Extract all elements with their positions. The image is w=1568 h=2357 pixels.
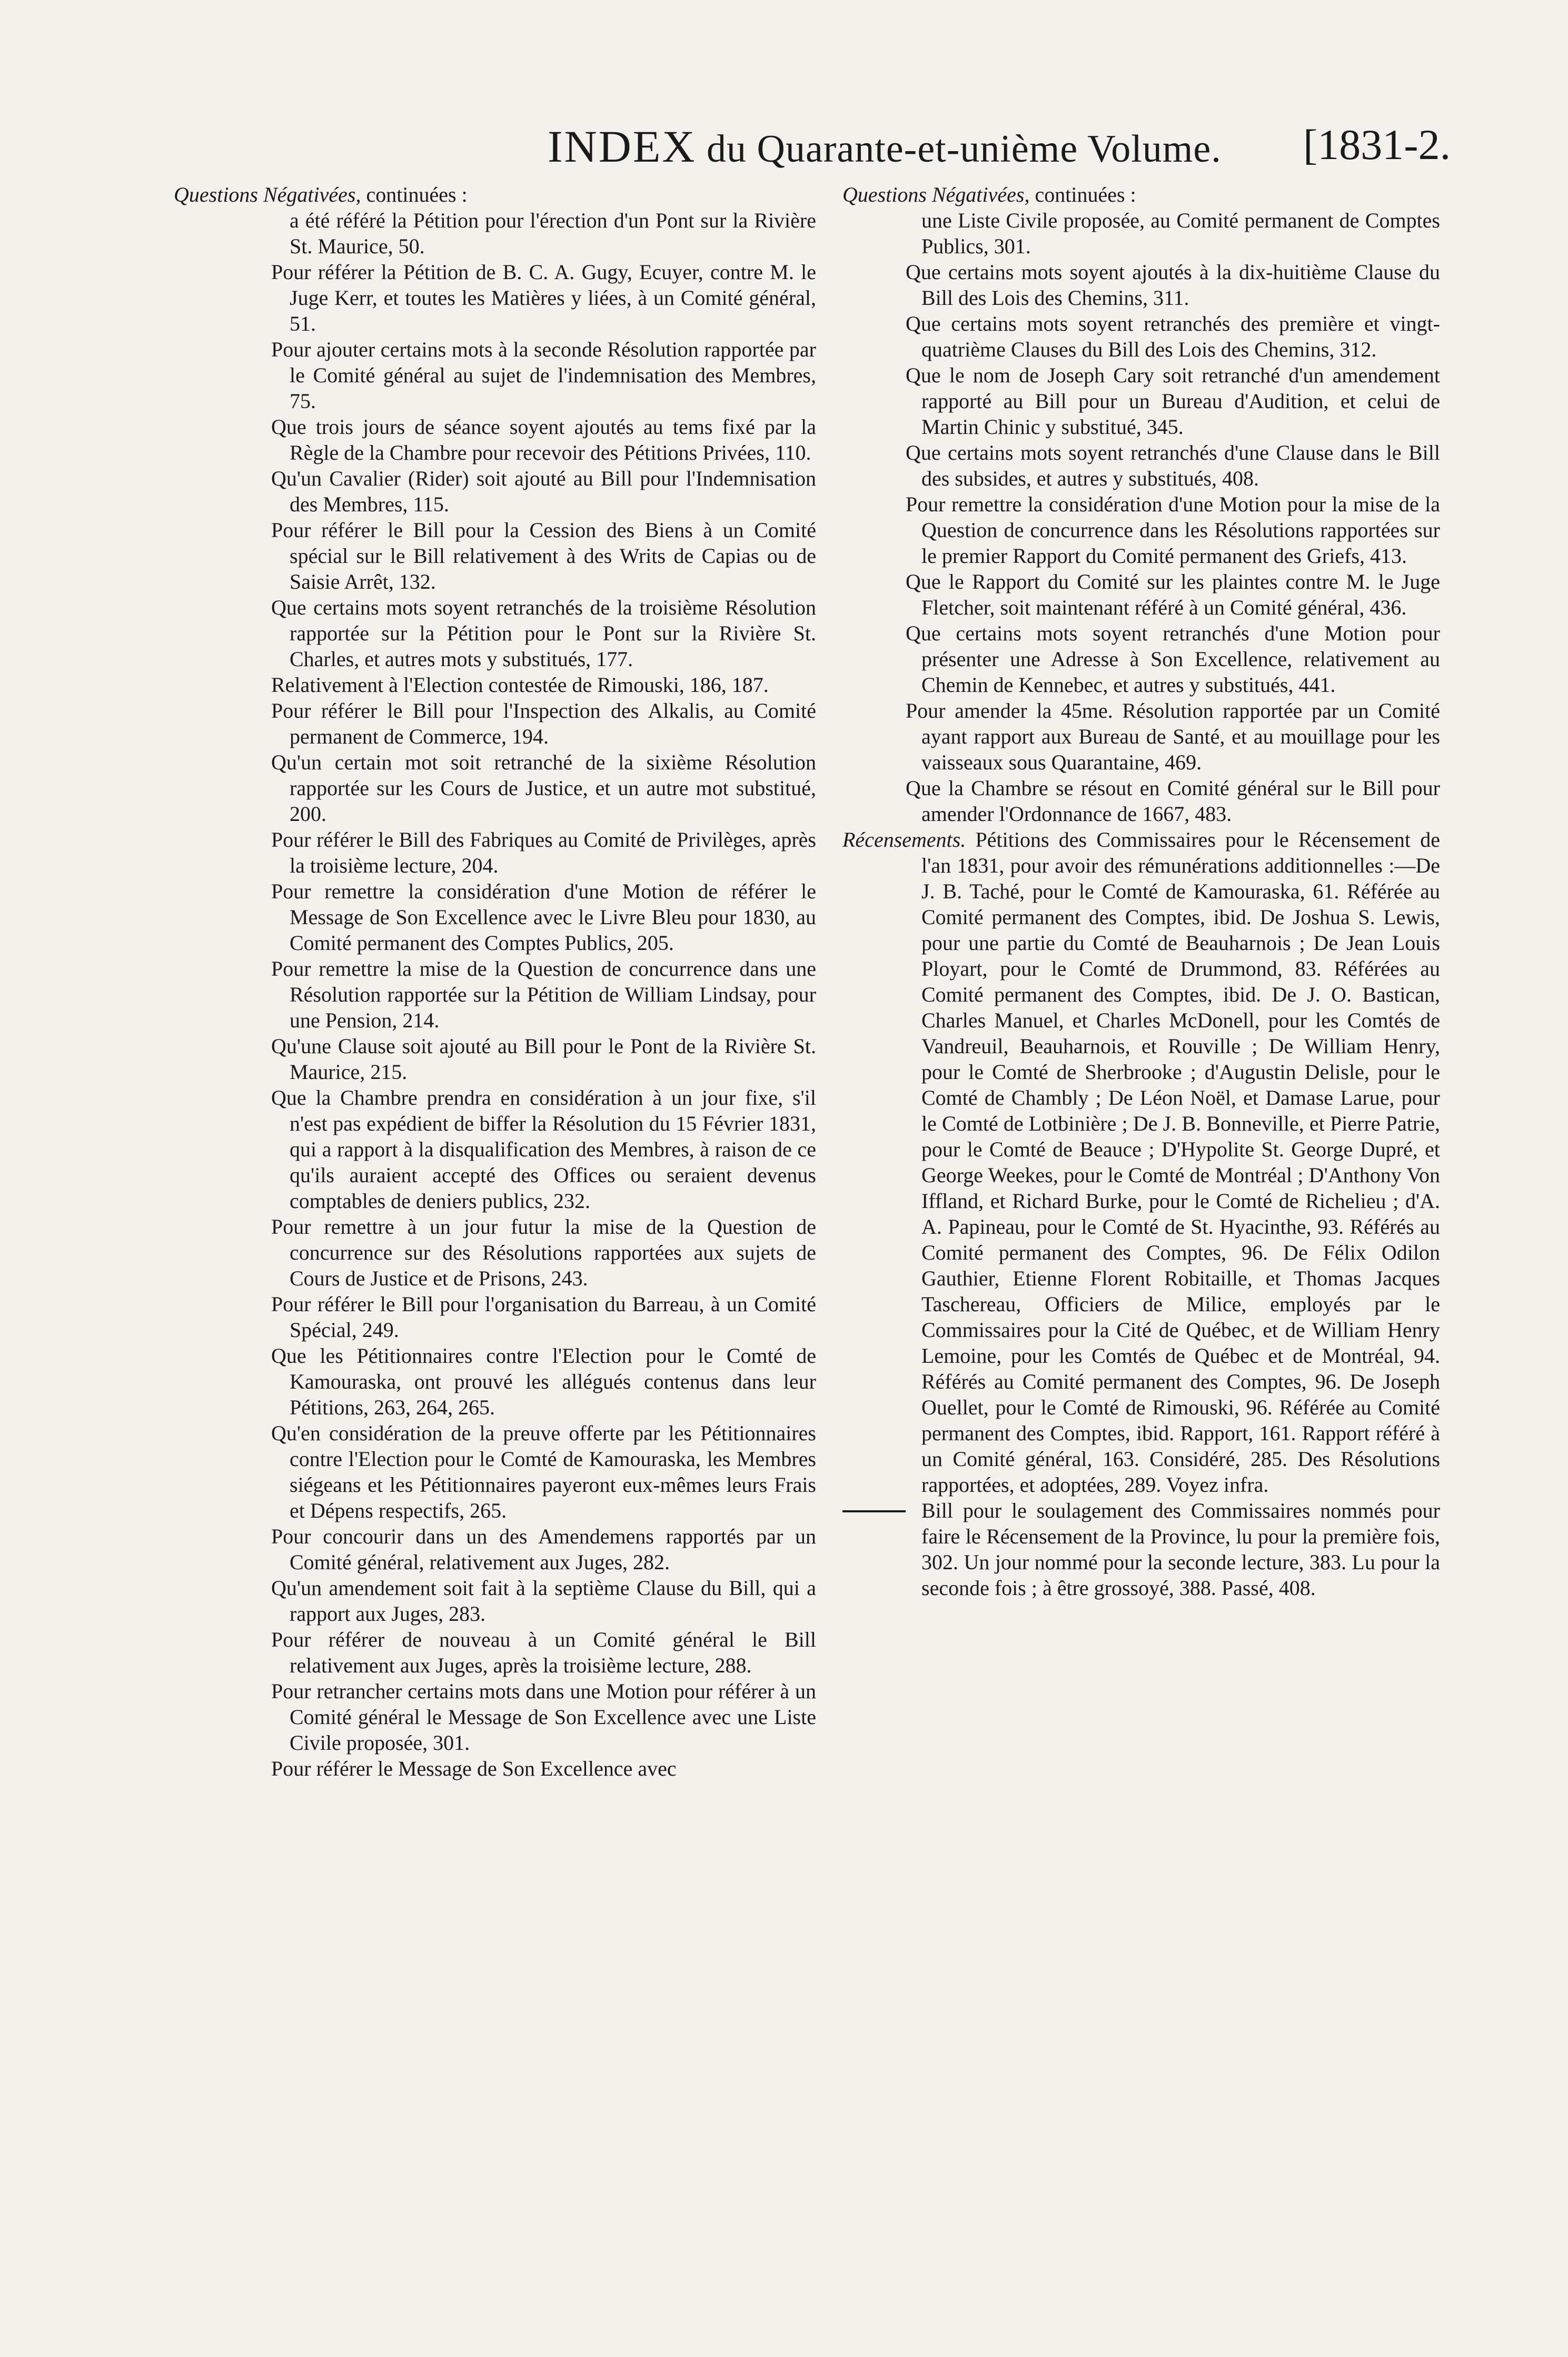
index-entry: Que certains mots soyent retranchés de la troisième Résolution rapportée sur la Pétition pour le Pont sur la Rivière St. Charles, et autres mots y substitués, 177. bbox=[271, 596, 816, 671]
index-entry: Que certains mots soyent retranchés d'une Clause dans le Bill des subsides, et autres y substitués, 408. bbox=[906, 441, 1440, 490]
index-entry: une Liste Civile proposée, au Comité permanent de Comptes Publics, 301. bbox=[921, 209, 1440, 258]
page-header bbox=[0, 120, 1568, 178]
index-entry: Qu'un certain mot soit retranché de la sixième Résolution rapportée sur les Cours de Justice, et un autre mot substitué, 200. bbox=[271, 750, 816, 826]
index-entry: Pour remettre la mise de la Question de concurrence dans une Résolution rapportée sur la Pétition de William Lindsay, pour une Pension, 214. bbox=[271, 957, 816, 1032]
index-entry: Que certains mots soyent retranchés des première et vingt-quatrième Clauses du Bill des Lois des Chemins, 312. bbox=[906, 312, 1440, 361]
page-title bbox=[548, 120, 1222, 173]
page-year: [1831-2. bbox=[1303, 121, 1451, 169]
bill-text: Bill pour le soulagement des Commissaires nommés pour faire le Récensement de la Province, lu pour la première fois, 302. Un jour nommé pour la seconde lecture, 383. Lu pour la seconde fois ; à être grossoyé, 388. Passé, 408. bbox=[921, 1499, 1440, 1600]
index-entry: Pour remettre la considération d'une Motion de référer le Message de Son Excellence avec le Livre Bleu pour 1830, au Comité permanent des Comptes Publics, 205. bbox=[271, 879, 816, 955]
recensements-label: Récensements. bbox=[842, 828, 966, 851]
index-entry: Que certains mots soyent ajoutés à la dix-huitième Clause du Bill des Lois des Chemins, 311. bbox=[906, 260, 1440, 310]
index-entry: Pour référer le Bill pour l'Inspection des Alkalis, au Comité permanent de Commerce, 194. bbox=[271, 699, 816, 748]
index-entry: Pour retrancher certains mots dans une Motion pour référer à un Comité général le Message de Son Excellence avec une Liste Civile proposée, 301. bbox=[271, 1679, 816, 1755]
index-entry: Pour référer le Bill pour l'organisation du Barreau, à un Comité Spécial, 249. bbox=[271, 1292, 816, 1342]
index-entry: Pour référer le Message de Son Excellence avec bbox=[271, 1757, 677, 1780]
title-rest: du Quarante-et-unième Volume. bbox=[696, 127, 1222, 171]
index-entry: Que la Chambre se résout en Comité général sur le Bill pour amender l'Ordonnance de 1667, 483. bbox=[906, 776, 1440, 826]
bill-entry bbox=[842, 1498, 1440, 1601]
index-entry: Qu'en considération de la preuve offerte par les Pétitionnaires contre l'Election pour le Comté de Kamouraska, les Membres siégeans et les Pétitionnaires payeront eux-mêmes leurs Frais et Dépens respectifs, 265. bbox=[271, 1421, 816, 1522]
index-entry: Pour remettre la considération d'une Motion pour la mise de la Question de concurrence dans les Résolutions rapportées sur le premier Rapport du Comité permanent des Griefs, 413. bbox=[906, 492, 1440, 568]
recensements-text: Pétitions des Commissaires pour le Récensement de l'an 1831, pour avoir des rémunérations additionnelles :—De J. B. Taché, pour le Comté de Kamouraska, 61. Référée au Comité permanent des Comptes, ibid. De Joshua S. Lewis, pour une partie du Comté de Beauharnois ; De Jean Louis Ployart, pour le Comté de Drummond, 83. Référées au Comité permanent des Comptes, ibid. De J. O. Bastican, Charles Manuel, et Charles McDonell, pour les Comtés de Vandreuil, Beauharnois, et Rouville ; De William Henry, pour le Comté de Sherbrooke ; d'Augustin Delisle, pour le Comté de Chambly ; De Léon Noël, et Damase Larue, pour le Comté de Lotbinière ; De J. B. Bonneville, et Pierre Patrie, pour le Comté de Beauce ; D'Hypolite St. George Dupré, et George Weekes, pour le Comté de Montréal ; D'Anthony Von Iffland, et Richard Burke, pour le Comté de Richelieu ; d'A. A. Papineau, pour le Comté de St. Hyacinthe, 93. Référés au Comité permanent des Comptes, 96. De Félix Odilon Gauthier, Etienne Florent Robitaille, et Thomas Jacques Taschereau, Officiers de Milice, employés par le Commissaires pour la Cité de Québec, et de William Henry Lemoine, pour les Comtés de Québec et de Montréal, 94. Référés au Comité permanent des Comptes, 96. De Joseph Ouellet, pour le Comté de Rimouski, 96. Référée au Comité permanent des Comptes, ibid. Rapport, 161. Rapport référé à un Comité général, 163. Considéré, 285. Des Résolutions rapportées, et adoptées, 289. Voyez infra. bbox=[921, 828, 1440, 1497]
index-entry: a été référé la Pétition pour l'érection d'un Pont sur la Rivière St. Maurice, 50. bbox=[290, 209, 816, 258]
recensements-entry bbox=[842, 827, 1440, 1498]
title-index: INDEX bbox=[548, 121, 697, 172]
left-section-heading bbox=[174, 182, 816, 207]
index-entry: Pour référer le Bill pour la Cession des Biens à un Comité spécial sur le Bill relativement à des Writs de Capias ou de Saisie Arrêt, 132. bbox=[271, 518, 816, 593]
section-continued: continuées : bbox=[1029, 183, 1136, 206]
index-entry: Que certains mots soyent retranchés d'une Motion pour présenter une Adresse à Son Excellence, relativement au Chemin de Kennebec, et autres y substitués, 441. bbox=[906, 621, 1440, 697]
index-entry: Que trois jours de séance soyent ajoutés au tems fixé par la Règle de la Chambre pour recevoir des Pétitions Privées, 110. bbox=[271, 415, 816, 464]
index-entry: Qu'une Clause soit ajouté au Bill pour le Pont de la Rivière St. Maurice, 215. bbox=[271, 1034, 816, 1084]
right-column bbox=[842, 182, 1440, 1601]
index-entry: Pour concourir dans un des Amendemens rapportés par un Comité général, relativement aux Juges, 282. bbox=[271, 1524, 816, 1574]
section-label: Questions Négativées, bbox=[174, 183, 361, 206]
index-entry: Pour référer le Bill des Fabriques au Comité de Privilèges, après la troisième lecture, 204. bbox=[271, 828, 816, 877]
index-entry: Pour ajouter certains mots à la seconde Résolution rapportée par le Comité général au sujet de l'indemnisation des Membres, 75. bbox=[271, 338, 816, 413]
index-entry: Que la Chambre prendra en considération à un jour fixe, s'il n'est pas expédient de biffer la Résolution du 15 Février 1831, qui a rapport à la disqualification des Membres, à raison de ce qu'ils auraient accepté des Offices ou seraient devenus comptables de deniers publics, 232. bbox=[271, 1086, 816, 1213]
left-column bbox=[174, 182, 816, 1781]
section-continued: continuées : bbox=[361, 183, 468, 206]
index-entry: Qu'un amendement soit fait à la septième Clause du Bill, qui a rapport aux Juges, 283. bbox=[271, 1576, 816, 1626]
index-entry: Pour référer de nouveau à un Comité général le Bill relativement aux Juges, après la troisième lecture, 288. bbox=[271, 1628, 816, 1677]
index-entry: Pour amender la 45me. Résolution rapportée par un Comité ayant rapport aux Bureau de Santé, et au mouillage pour les vaisseaux sous Quarantaine, 469. bbox=[906, 699, 1440, 774]
index-entry: Que le nom de Joseph Cary soit retranché d'un amendement rapporté au Bill pour un Bureau d'Audition, et celui de Martin Chinic y substitué, 345. bbox=[906, 363, 1440, 439]
right-section-heading bbox=[842, 182, 1440, 207]
index-entry: Pour remettre à un jour futur la mise de la Question de concurrence sur des Résolutions rapportées aux sujets de Cours de Justice et de Prisons, 243. bbox=[271, 1215, 816, 1290]
index-entry: Relativement à l'Election contestée de Rimouski, 186, 187. bbox=[271, 673, 769, 697]
index-entry: Pour référer la Pétition de B. C. A. Gugy, Ecuyer, contre M. le Juge Kerr, et toutes les Matières y liées, à un Comité général, 51. bbox=[271, 260, 816, 335]
index-entry: Que le Rapport du Comité sur les plaintes contre M. le Juge Fletcher, soit maintenant référé à un Comité général, 436. bbox=[906, 570, 1440, 619]
index-entry: Que les Pétitionnaires contre l'Election pour le Comté de Kamouraska, ont prouvé les allégués contenus dans leur Pétitions, 263, 264, 265. bbox=[271, 1344, 816, 1419]
section-label: Questions Négativées, bbox=[842, 183, 1030, 206]
index-entry: Qu'un Cavalier (Rider) soit ajouté au Bill pour l'Indemnisation des Membres, 115. bbox=[271, 467, 816, 516]
continuation-dash bbox=[842, 1510, 906, 1512]
